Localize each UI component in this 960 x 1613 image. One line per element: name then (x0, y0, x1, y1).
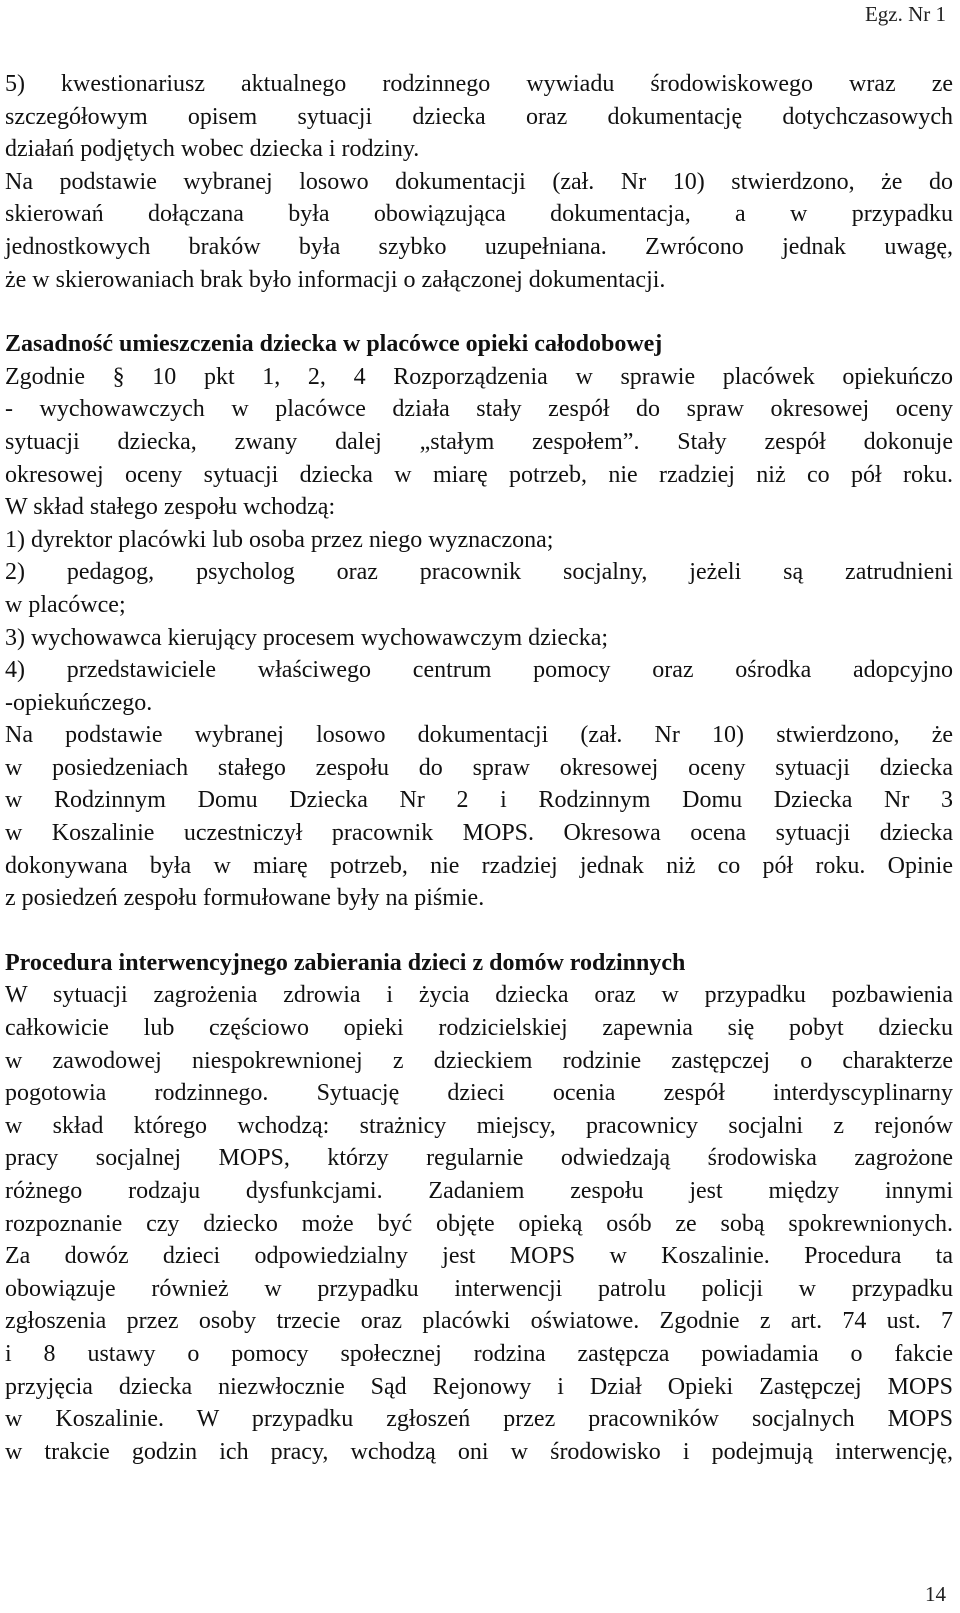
text-line: w posiedzeniach stałego zespołu do spraw okresowej oceny sytuacji dziecka (5, 754, 953, 781)
list-item: 4) przedstawiciele właściwego centrum pomocy oraz ośrodka adopcyjno (5, 657, 953, 684)
text-line: sytuacji dziecka, zwany dalej „stałym zespołem”. Stały zespół dokonuje (5, 428, 953, 455)
text-line: że w skierowaniach brak było informacji o załączonej dokumentacji. (5, 266, 666, 293)
text-line: w Koszalinie uczestniczył pracownik MOPS. Okresowa ocena sytuacji dziecka (5, 820, 953, 847)
page-number: 14 (925, 1582, 946, 1606)
text-line: w Koszalinie. W przypadku zgłoszeń przez pracowników socjalnych MOPS (5, 1406, 953, 1433)
document-page (5, 68, 953, 1468)
list-item: 2) pedagog, psycholog oraz pracownik socjalny, jeżeli są zatrudnieni (5, 559, 953, 586)
text-line: obowiązuje również w przypadku interwencji patrolu policji w przypadku (5, 1275, 953, 1302)
text-line: Za dowóz dzieci odpowiedzialny jest MOPS w Koszalinie. Procedura ta (5, 1243, 953, 1270)
text-line: 5) kwestionariusz aktualnego rodzinnego wywiadu środowiskowego wraz ze (5, 71, 953, 97)
list-item: 1) dyrektor placówki lub osoba przez niego wyznaczona; (5, 526, 554, 553)
section-1-paragraph (5, 68, 953, 296)
text-line: przyjęcia dziecka niezwłocznie Sąd Rejonowy i Dział Opieki Zastępczej MOPS (5, 1373, 953, 1400)
section-3-paragraph (5, 979, 953, 1468)
list-item: -opiekuńczego. (5, 689, 153, 716)
list-item: w placówce; (5, 591, 126, 618)
list-item: 3) wychowawca kierujący procesem wychowawczym dziecka; (5, 624, 609, 651)
text-line: rozpoznanie czy dziecko może być objęte opieką osób ze sobą spokrewnionych. (5, 1210, 953, 1237)
text-line: Na podstawie wybranej losowo dokumentacji (zał. Nr 10) stwierdzono, że do (5, 168, 953, 195)
text-line: działań podjętych wobec dziecka i rodziny. (5, 136, 420, 163)
text-line: W skład stałego zespołu wchodzą: (5, 494, 336, 521)
section-gap (5, 296, 953, 328)
document-copy-label: Egz. Nr 1 (864, 2, 946, 26)
section-heading: Procedura interwencyjnego zabierania dzieci z domów rodzinnych (5, 949, 686, 976)
text-line: i 8 ustawy o pomocy społecznej rodzina zastępcza powiadamia o fakcie (5, 1340, 953, 1367)
section-gap (5, 915, 953, 947)
text-line: w Rodzinnym Domu Dziecka Nr 2 i Rodzinnym Domu Dziecka Nr 3 (5, 787, 953, 814)
text-line: skierowań dołączana była obowiązująca dokumentacja, a w przypadku (5, 201, 953, 228)
text-line: w trakcie godzin ich pracy, wchodzą oni w środowisko i podejmują interwencję, (5, 1438, 953, 1465)
text-line: zgłoszenia przez osoby trzecie oraz placówki oświatowe. Zgodnie z art. 74 ust. 7 (5, 1308, 953, 1335)
text-line: jednostkowych braków była szybko uzupełniana. Zwrócono jednak uwagę, (5, 233, 953, 260)
text-line: pogotowia rodzinnego. Sytuację dzieci ocenia zespół interdyscyplinarny (5, 1080, 953, 1107)
text-line: w skład którego wchodzą: strażnicy miejscy, pracownicy socjalni z rejonów (5, 1112, 953, 1139)
text-line: Na podstawie wybranej losowo dokumentacji (zał. Nr 10) stwierdzono, że (5, 722, 953, 749)
text-line: w zawodowej niespokrewnionej z dzieckiem rodzinie zastępczej o charakterze (5, 1047, 953, 1074)
text-line: z posiedzeń zespołu formułowane były na piśmie. (5, 885, 485, 912)
text-line: całkowicie lub częściowo opieki rodzicielskiej zapewnia się pobyt dziecku (5, 1015, 953, 1042)
text-line: pracy socjalnej MOPS, którzy regularnie odwiedzają środowiska zagrożone (5, 1145, 953, 1172)
text-line: szczegółowym opisem sytuacji dziecka oraz dokumentację dotychczasowych (5, 103, 953, 130)
section-heading: Zasadność umieszczenia dziecka w placówce opieki całodobowej (5, 331, 663, 358)
text-line: Zgodnie § 10 pkt 1, 2, 4 Rozporządzenia w sprawie placówek opiekuńczo (5, 363, 953, 390)
text-line: dokonywana była w miarę potrzeb, nie rzadziej jednak niż co pół roku. Opinie (5, 852, 953, 879)
text-line: - wychowawczych w placówce działa stały zespół do spraw okresowej oceny (5, 396, 953, 423)
text-line: różnego rodzaju dysfunkcjami. Zadaniem zespołu jest między innymi (5, 1178, 953, 1204)
text-line: W sytuacji zagrożenia zdrowia i życia dziecka oraz w przypadku pozbawienia (5, 982, 953, 1009)
text-line: okresowej oceny sytuacji dziecka w miarę potrzeb, nie rzadziej niż co pół roku. (5, 461, 953, 488)
section-2-paragraph (5, 361, 953, 915)
